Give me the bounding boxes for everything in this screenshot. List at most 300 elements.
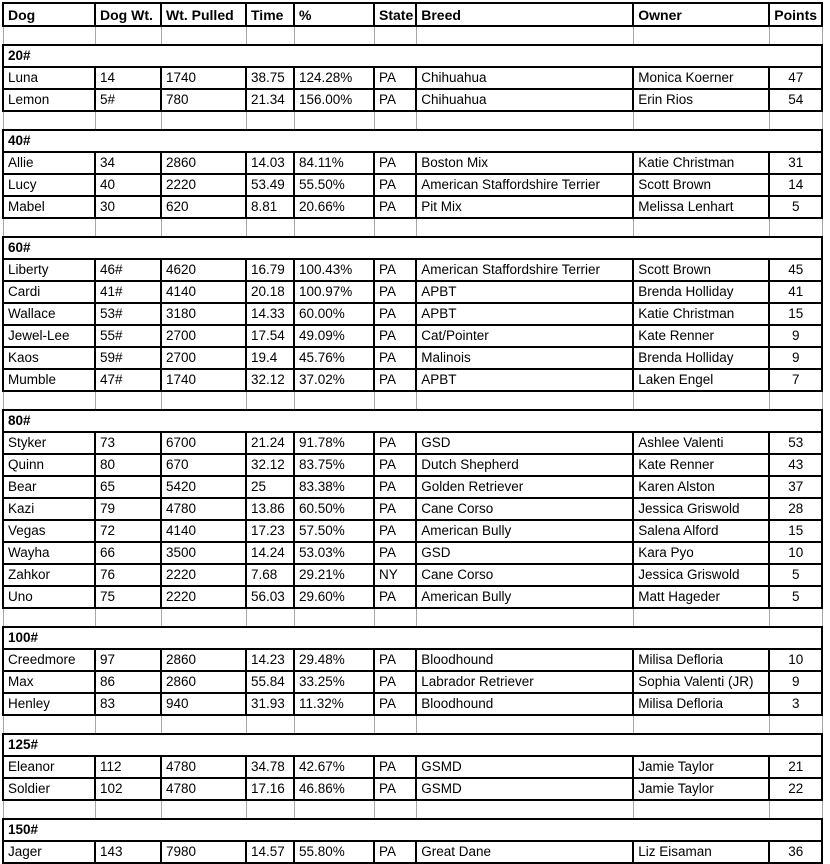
cell-breed: GSMD xyxy=(416,778,633,800)
cell-state: PA xyxy=(374,303,416,325)
column-header-state: State xyxy=(374,3,416,26)
cell-pct: 33.25% xyxy=(294,671,374,693)
cell-dog_wt: 41# xyxy=(95,281,161,303)
cell-breed: American Staffordshire Terrier xyxy=(416,259,633,281)
cell-state: PA xyxy=(374,841,416,863)
cell-state: PA xyxy=(374,174,416,196)
table-row xyxy=(3,498,822,520)
cell-dog_wt: 83 xyxy=(95,693,161,715)
cell-dog_wt: 14 xyxy=(95,67,161,89)
cell-owner: Karen Alston xyxy=(633,476,769,498)
cell-dog: Styker xyxy=(3,432,95,454)
cell-breed: Dutch Shepherd xyxy=(416,454,633,476)
column-header-owner: Owner xyxy=(633,3,769,26)
cell-points: 41 xyxy=(769,281,822,303)
cell-points: 37 xyxy=(769,476,822,498)
cell-state: PA xyxy=(374,649,416,671)
cell-pct: 53.03% xyxy=(294,542,374,564)
cell-owner: Liz Eisaman xyxy=(633,841,769,863)
spacer-cell xyxy=(246,218,294,237)
cell-wt_pulled: 670 xyxy=(161,454,246,476)
spacer-cell xyxy=(246,26,294,45)
spacer-cell xyxy=(95,800,161,819)
cell-owner: Scott Brown xyxy=(633,259,769,281)
spacer-cell xyxy=(3,391,95,410)
cell-points: 31 xyxy=(769,152,822,174)
cell-owner: Melissa Lenhart xyxy=(633,196,769,218)
spacer-cell xyxy=(3,111,95,130)
spacer-row xyxy=(3,26,822,45)
table-row xyxy=(3,586,822,608)
table-row xyxy=(3,778,822,800)
table-row xyxy=(3,432,822,454)
table-row xyxy=(3,841,822,863)
cell-breed: Bloodhound xyxy=(416,649,633,671)
cell-dog: Jewel-Lee xyxy=(3,325,95,347)
cell-dog: Uno xyxy=(3,586,95,608)
cell-time: 14.23 xyxy=(246,649,294,671)
spacer-cell xyxy=(769,218,822,237)
cell-state: PA xyxy=(374,432,416,454)
cell-dog: Lucy xyxy=(3,174,95,196)
weight-class-label: 125# xyxy=(3,734,822,756)
cell-points: 10 xyxy=(769,649,822,671)
column-header-points: Points xyxy=(769,3,822,26)
spacer-cell xyxy=(246,800,294,819)
cell-dog_wt: 65 xyxy=(95,476,161,498)
cell-dog: Luna xyxy=(3,67,95,89)
cell-points: 36 xyxy=(769,841,822,863)
cell-time: 38.75 xyxy=(246,67,294,89)
spacer-row xyxy=(3,800,822,819)
cell-owner: Kate Renner xyxy=(633,325,769,347)
cell-state: PA xyxy=(374,693,416,715)
cell-pct: 91.78% xyxy=(294,432,374,454)
cell-breed: Boston Mix xyxy=(416,152,633,174)
cell-pct: 11.32% xyxy=(294,693,374,715)
cell-breed: APBT xyxy=(416,281,633,303)
cell-state: PA xyxy=(374,520,416,542)
spacer-cell xyxy=(769,111,822,130)
cell-owner: Milisa Defloria xyxy=(633,693,769,715)
cell-dog_wt: 75 xyxy=(95,586,161,608)
cell-dog: Kaos xyxy=(3,347,95,369)
cell-dog: Allie xyxy=(3,152,95,174)
spacer-row xyxy=(3,218,822,237)
table-row xyxy=(3,89,822,111)
cell-points: 3 xyxy=(769,693,822,715)
table-row xyxy=(3,67,822,89)
cell-pct: 20.66% xyxy=(294,196,374,218)
cell-wt_pulled: 2860 xyxy=(161,152,246,174)
spacer-cell xyxy=(161,608,246,627)
column-header-time: Time xyxy=(246,3,294,26)
cell-dog: Mumble xyxy=(3,369,95,391)
cell-breed: American Staffordshire Terrier xyxy=(416,174,633,196)
cell-owner: Jessica Griswold xyxy=(633,498,769,520)
cell-time: 34.78 xyxy=(246,756,294,778)
cell-wt_pulled: 4140 xyxy=(161,281,246,303)
cell-state: PA xyxy=(374,325,416,347)
cell-owner: Matt Hageder xyxy=(633,586,769,608)
cell-points: 54 xyxy=(769,89,822,111)
cell-state: PA xyxy=(374,259,416,281)
cell-points: 7 xyxy=(769,369,822,391)
cell-pct: 60.50% xyxy=(294,498,374,520)
spacer-cell xyxy=(374,715,416,734)
cell-dog_wt: 97 xyxy=(95,649,161,671)
cell-time: 25 xyxy=(246,476,294,498)
cell-wt_pulled: 2220 xyxy=(161,586,246,608)
cell-time: 7.68 xyxy=(246,564,294,586)
cell-points: 9 xyxy=(769,671,822,693)
spacer-cell xyxy=(161,218,246,237)
cell-points: 22 xyxy=(769,778,822,800)
spacer-cell xyxy=(374,218,416,237)
column-header-wt_pulled: Wt. Pulled xyxy=(161,3,246,26)
cell-state: PA xyxy=(374,281,416,303)
cell-pct: 60.00% xyxy=(294,303,374,325)
spacer-cell xyxy=(161,111,246,130)
cell-pct: 156.00% xyxy=(294,89,374,111)
cell-pct: 46.86% xyxy=(294,778,374,800)
cell-breed: GSD xyxy=(416,542,633,564)
cell-pct: 29.48% xyxy=(294,649,374,671)
cell-state: PA xyxy=(374,756,416,778)
table-row xyxy=(3,476,822,498)
cell-time: 56.03 xyxy=(246,586,294,608)
section-row xyxy=(3,237,822,259)
cell-pct: 100.43% xyxy=(294,259,374,281)
spacer-cell xyxy=(3,715,95,734)
cell-state: PA xyxy=(374,347,416,369)
cell-time: 14.33 xyxy=(246,303,294,325)
cell-pct: 124.28% xyxy=(294,67,374,89)
cell-dog_wt: 102 xyxy=(95,778,161,800)
cell-wt_pulled: 6700 xyxy=(161,432,246,454)
cell-owner: Scott Brown xyxy=(633,174,769,196)
spacer-cell xyxy=(416,218,633,237)
cell-owner: Sophia Valenti (JR) xyxy=(633,671,769,693)
cell-dog_wt: 86 xyxy=(95,671,161,693)
spacer-cell xyxy=(95,111,161,130)
cell-owner: Kate Renner xyxy=(633,454,769,476)
spacer-cell xyxy=(3,26,95,45)
table-row xyxy=(3,756,822,778)
table-row xyxy=(3,542,822,564)
cell-dog_wt: 76 xyxy=(95,564,161,586)
cell-time: 21.24 xyxy=(246,432,294,454)
cell-pct: 49.09% xyxy=(294,325,374,347)
spacer-cell xyxy=(246,608,294,627)
cell-breed: American Bully xyxy=(416,520,633,542)
table-row xyxy=(3,369,822,391)
spacer-cell xyxy=(161,715,246,734)
cell-wt_pulled: 4780 xyxy=(161,498,246,520)
cell-dog_wt: 73 xyxy=(95,432,161,454)
weight-class-label: 40# xyxy=(3,130,822,152)
cell-dog_wt: 66 xyxy=(95,542,161,564)
cell-points: 9 xyxy=(769,325,822,347)
table-row xyxy=(3,259,822,281)
cell-dog: Zahkor xyxy=(3,564,95,586)
cell-dog: Cardi xyxy=(3,281,95,303)
table-row xyxy=(3,520,822,542)
section-row xyxy=(3,734,822,756)
spacer-cell xyxy=(95,391,161,410)
spacer-cell xyxy=(3,608,95,627)
cell-time: 32.12 xyxy=(246,454,294,476)
spacer-cell xyxy=(416,111,633,130)
cell-breed: Chihuahua xyxy=(416,89,633,111)
cell-dog_wt: 80 xyxy=(95,454,161,476)
table-row xyxy=(3,174,822,196)
cell-dog_wt: 72 xyxy=(95,520,161,542)
spacer-cell xyxy=(294,26,374,45)
cell-owner: Brenda Holliday xyxy=(633,347,769,369)
spacer-cell xyxy=(769,608,822,627)
weight-class-label: 60# xyxy=(3,237,822,259)
table-row xyxy=(3,281,822,303)
cell-dog: Bear xyxy=(3,476,95,498)
cell-time: 17.23 xyxy=(246,520,294,542)
cell-dog_wt: 30 xyxy=(95,196,161,218)
cell-wt_pulled: 780 xyxy=(161,89,246,111)
cell-wt_pulled: 4780 xyxy=(161,756,246,778)
cell-points: 15 xyxy=(769,303,822,325)
cell-dog: Wallace xyxy=(3,303,95,325)
section-row xyxy=(3,627,822,649)
cell-breed: Pit Mix xyxy=(416,196,633,218)
column-header-dog: Dog xyxy=(3,3,95,26)
spacer-cell xyxy=(246,391,294,410)
cell-breed: APBT xyxy=(416,369,633,391)
cell-breed: GSMD xyxy=(416,756,633,778)
cell-wt_pulled: 620 xyxy=(161,196,246,218)
weight-pull-results-table xyxy=(2,2,823,864)
cell-wt_pulled: 3500 xyxy=(161,542,246,564)
table-row xyxy=(3,325,822,347)
cell-points: 5 xyxy=(769,564,822,586)
spacer-cell xyxy=(769,26,822,45)
cell-time: 14.24 xyxy=(246,542,294,564)
cell-time: 14.57 xyxy=(246,841,294,863)
cell-pct: 37.02% xyxy=(294,369,374,391)
spacer-cell xyxy=(374,26,416,45)
cell-owner: Ashlee Valenti xyxy=(633,432,769,454)
column-header-dog_wt: Dog Wt. xyxy=(95,3,161,26)
cell-wt_pulled: 1740 xyxy=(161,369,246,391)
cell-time: 53.49 xyxy=(246,174,294,196)
spacer-cell xyxy=(294,800,374,819)
cell-state: PA xyxy=(374,498,416,520)
cell-breed: Chihuahua xyxy=(416,67,633,89)
spacer-cell xyxy=(769,800,822,819)
cell-dog_wt: 5# xyxy=(95,89,161,111)
cell-time: 55.84 xyxy=(246,671,294,693)
cell-time: 32.12 xyxy=(246,369,294,391)
cell-state: PA xyxy=(374,152,416,174)
header-row xyxy=(3,3,822,26)
spacer-cell xyxy=(633,26,769,45)
spacer-row xyxy=(3,715,822,734)
spacer-cell xyxy=(294,218,374,237)
cell-dog: Eleanor xyxy=(3,756,95,778)
cell-dog: Wayha xyxy=(3,542,95,564)
weight-class-label: 80# xyxy=(3,410,822,432)
spacer-cell xyxy=(633,391,769,410)
spacer-cell xyxy=(374,800,416,819)
spacer-row xyxy=(3,608,822,627)
spacer-cell xyxy=(161,800,246,819)
cell-state: PA xyxy=(374,89,416,111)
cell-wt_pulled: 2860 xyxy=(161,649,246,671)
cell-time: 17.16 xyxy=(246,778,294,800)
cell-points: 45 xyxy=(769,259,822,281)
cell-wt_pulled: 3180 xyxy=(161,303,246,325)
cell-owner: Katie Christman xyxy=(633,303,769,325)
spacer-cell xyxy=(246,715,294,734)
cell-points: 43 xyxy=(769,454,822,476)
cell-dog_wt: 47# xyxy=(95,369,161,391)
cell-state: PA xyxy=(374,778,416,800)
cell-owner: Jessica Griswold xyxy=(633,564,769,586)
spacer-cell xyxy=(294,391,374,410)
spacer-cell xyxy=(633,800,769,819)
spacer-cell xyxy=(769,715,822,734)
spacer-cell xyxy=(374,391,416,410)
section-row xyxy=(3,45,822,67)
cell-state: PA xyxy=(374,454,416,476)
cell-pct: 83.38% xyxy=(294,476,374,498)
spacer-cell xyxy=(416,608,633,627)
cell-time: 21.34 xyxy=(246,89,294,111)
spacer-cell xyxy=(416,715,633,734)
weight-class-label: 100# xyxy=(3,627,822,649)
cell-breed: Labrador Retriever xyxy=(416,671,633,693)
cell-owner: Katie Christman xyxy=(633,152,769,174)
spacer-cell xyxy=(294,111,374,130)
cell-points: 10 xyxy=(769,542,822,564)
cell-time: 8.81 xyxy=(246,196,294,218)
cell-state: PA xyxy=(374,196,416,218)
table-row xyxy=(3,454,822,476)
cell-pct: 29.60% xyxy=(294,586,374,608)
cell-breed: Great Dane xyxy=(416,841,633,863)
cell-dog_wt: 79 xyxy=(95,498,161,520)
cell-pct: 55.50% xyxy=(294,174,374,196)
cell-dog: Jager xyxy=(3,841,95,863)
cell-wt_pulled: 2700 xyxy=(161,325,246,347)
spacer-cell xyxy=(633,715,769,734)
spacer-cell xyxy=(374,608,416,627)
cell-dog: Soldier xyxy=(3,778,95,800)
cell-wt_pulled: 940 xyxy=(161,693,246,715)
cell-wt_pulled: 5420 xyxy=(161,476,246,498)
cell-points: 5 xyxy=(769,196,822,218)
cell-points: 21 xyxy=(769,756,822,778)
table-row xyxy=(3,152,822,174)
cell-pct: 83.75% xyxy=(294,454,374,476)
spacer-cell xyxy=(95,218,161,237)
cell-breed: American Bully xyxy=(416,586,633,608)
cell-pct: 45.76% xyxy=(294,347,374,369)
cell-breed: GSD xyxy=(416,432,633,454)
cell-wt_pulled: 2860 xyxy=(161,671,246,693)
cell-breed: APBT xyxy=(416,303,633,325)
cell-breed: Golden Retriever xyxy=(416,476,633,498)
cell-wt_pulled: 7980 xyxy=(161,841,246,863)
cell-state: NY xyxy=(374,564,416,586)
cell-state: PA xyxy=(374,369,416,391)
table-row xyxy=(3,671,822,693)
cell-owner: Kara Pyo xyxy=(633,542,769,564)
spacer-cell xyxy=(95,715,161,734)
section-row xyxy=(3,130,822,152)
cell-wt_pulled: 2220 xyxy=(161,564,246,586)
spacer-cell xyxy=(161,26,246,45)
spacer-cell xyxy=(294,608,374,627)
cell-dog: Quinn xyxy=(3,454,95,476)
spacer-cell xyxy=(416,26,633,45)
spacer-cell xyxy=(246,111,294,130)
spacer-cell xyxy=(95,26,161,45)
cell-breed: Cane Corso xyxy=(416,564,633,586)
section-row xyxy=(3,410,822,432)
table-row xyxy=(3,347,822,369)
cell-dog: Kazi xyxy=(3,498,95,520)
cell-owner: Jamie Taylor xyxy=(633,778,769,800)
cell-state: PA xyxy=(374,586,416,608)
cell-dog_wt: 34 xyxy=(95,152,161,174)
cell-dog: Creedmore xyxy=(3,649,95,671)
cell-points: 53 xyxy=(769,432,822,454)
cell-dog: Max xyxy=(3,671,95,693)
spacer-cell xyxy=(416,391,633,410)
cell-wt_pulled: 2220 xyxy=(161,174,246,196)
cell-breed: Cat/Pointer xyxy=(416,325,633,347)
cell-owner: Jamie Taylor xyxy=(633,756,769,778)
cell-points: 14 xyxy=(769,174,822,196)
spacer-cell xyxy=(769,391,822,410)
cell-wt_pulled: 4780 xyxy=(161,778,246,800)
cell-wt_pulled: 4620 xyxy=(161,259,246,281)
cell-time: 14.03 xyxy=(246,152,294,174)
cell-dog_wt: 53# xyxy=(95,303,161,325)
spacer-cell xyxy=(633,608,769,627)
cell-state: PA xyxy=(374,671,416,693)
spacer-cell xyxy=(3,800,95,819)
column-header-breed: Breed xyxy=(416,3,633,26)
cell-pct: 100.97% xyxy=(294,281,374,303)
weight-class-label: 150# xyxy=(3,819,822,841)
weight-class-label: 20# xyxy=(3,45,822,67)
spacer-cell xyxy=(294,715,374,734)
cell-breed: Bloodhound xyxy=(416,693,633,715)
spacer-cell xyxy=(3,218,95,237)
cell-pct: 55.80% xyxy=(294,841,374,863)
cell-dog_wt: 46# xyxy=(95,259,161,281)
cell-time: 17.54 xyxy=(246,325,294,347)
cell-time: 13.86 xyxy=(246,498,294,520)
spacer-cell xyxy=(416,800,633,819)
column-header-pct: % xyxy=(294,3,374,26)
cell-pct: 29.21% xyxy=(294,564,374,586)
table-row xyxy=(3,649,822,671)
table-row xyxy=(3,693,822,715)
cell-wt_pulled: 4140 xyxy=(161,520,246,542)
cell-owner: Salena Alford xyxy=(633,520,769,542)
